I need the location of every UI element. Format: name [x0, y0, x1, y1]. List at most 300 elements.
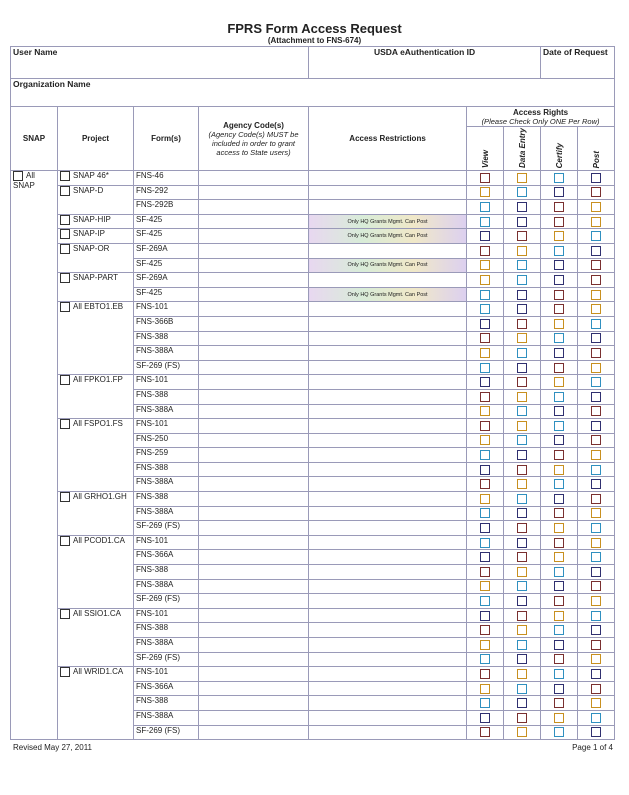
certify-checkbox[interactable] — [554, 567, 564, 577]
agency-code-input[interactable] — [199, 404, 309, 419]
view-checkbox[interactable] — [480, 435, 490, 445]
agency-code-input[interactable] — [199, 477, 309, 492]
certify-checkbox[interactable] — [554, 231, 564, 241]
post-cell — [578, 419, 615, 434]
certify-checkbox[interactable] — [554, 552, 564, 562]
data-entry-checkbox[interactable] — [517, 713, 527, 723]
access-restriction-empty — [309, 273, 467, 288]
access-restriction-empty — [309, 608, 467, 623]
post-checkbox[interactable] — [591, 538, 601, 548]
data-entry-cell — [504, 681, 541, 696]
form-name: FNS-388 — [134, 331, 199, 346]
agency-code-input[interactable] — [199, 696, 309, 711]
access-restriction-empty — [309, 725, 467, 740]
certify-checkbox[interactable] — [554, 625, 564, 635]
post-checkbox[interactable] — [591, 552, 601, 562]
certify-checkbox[interactable] — [554, 392, 564, 402]
post-checkbox[interactable] — [591, 654, 601, 664]
agency-code-input[interactable] — [199, 171, 309, 186]
post-checkbox[interactable] — [591, 304, 601, 314]
data-entry-cell — [504, 185, 541, 200]
view-checkbox[interactable] — [480, 202, 490, 212]
agency-code-input[interactable] — [199, 725, 309, 740]
certify-checkbox[interactable] — [554, 363, 564, 373]
certify-checkbox[interactable] — [554, 421, 564, 431]
post-checkbox[interactable] — [591, 465, 601, 475]
view-checkbox[interactable] — [480, 640, 490, 650]
data-entry-checkbox[interactable] — [517, 640, 527, 650]
post-checkbox[interactable] — [591, 275, 601, 285]
project-checkbox[interactable] — [60, 419, 70, 429]
view-checkbox[interactable] — [480, 348, 490, 358]
post-checkbox[interactable] — [591, 319, 601, 329]
view-checkbox[interactable] — [480, 596, 490, 606]
view-checkbox[interactable] — [480, 698, 490, 708]
data-entry-checkbox[interactable] — [517, 567, 527, 577]
certify-checkbox[interactable] — [554, 713, 564, 723]
view-checkbox[interactable] — [480, 275, 490, 285]
certify-checkbox[interactable] — [554, 611, 564, 621]
project-checkbox[interactable] — [60, 229, 70, 239]
data-entry-checkbox[interactable] — [517, 217, 527, 227]
data-entry-checkbox[interactable] — [517, 187, 527, 197]
access-restriction-empty — [309, 477, 467, 492]
data-entry-checkbox[interactable] — [517, 348, 527, 358]
post-checkbox[interactable] — [591, 348, 601, 358]
data-entry-checkbox[interactable] — [517, 421, 527, 431]
data-entry-cell — [504, 433, 541, 448]
certify-checkbox[interactable] — [554, 348, 564, 358]
post-checkbox[interactable] — [591, 202, 601, 212]
data-entry-checkbox[interactable] — [517, 392, 527, 402]
form-name: FNS-388A — [134, 346, 199, 361]
view-checkbox[interactable] — [480, 684, 490, 694]
agency-code-input[interactable] — [199, 681, 309, 696]
access-restriction-empty — [309, 185, 467, 200]
post-checkbox[interactable] — [591, 640, 601, 650]
agency-code-input[interactable] — [199, 419, 309, 434]
access-restriction-empty — [309, 535, 467, 550]
post-cell — [578, 492, 615, 507]
view-checkbox[interactable] — [480, 231, 490, 241]
org-name-field[interactable] — [11, 79, 615, 107]
post-checkbox[interactable] — [591, 421, 601, 431]
table-row — [11, 419, 615, 434]
view-checkbox[interactable] — [480, 260, 490, 270]
data-entry-checkbox[interactable] — [517, 508, 527, 518]
post-checkbox[interactable] — [591, 333, 601, 343]
data-entry-checkbox[interactable] — [517, 654, 527, 664]
data-entry-checkbox[interactable] — [517, 275, 527, 285]
post-cell — [578, 667, 615, 682]
view-cell — [467, 346, 504, 361]
post-cell — [578, 316, 615, 331]
form-name: FNS-259 — [134, 448, 199, 463]
project-name: SNAP-OR — [73, 244, 110, 254]
data-entry-checkbox[interactable] — [517, 290, 527, 300]
data-entry-checkbox[interactable] — [517, 319, 527, 329]
certify-checkbox[interactable] — [554, 684, 564, 694]
agency-code-input[interactable] — [199, 638, 309, 653]
agency-code-input[interactable] — [199, 521, 309, 536]
view-checkbox[interactable] — [480, 611, 490, 621]
post-checkbox[interactable] — [591, 406, 601, 416]
agency-code-input[interactable] — [199, 608, 309, 623]
post-cell — [578, 579, 615, 594]
view-checkbox[interactable] — [480, 392, 490, 402]
agency-code-input[interactable] — [199, 667, 309, 682]
post-checkbox[interactable] — [591, 392, 601, 402]
project-checkbox[interactable] — [60, 667, 70, 677]
view-checkbox[interactable] — [480, 465, 490, 475]
post-checkbox[interactable] — [591, 377, 601, 387]
certify-cell — [541, 521, 578, 536]
data-entry-checkbox[interactable] — [517, 260, 527, 270]
post-checkbox[interactable] — [591, 567, 601, 577]
agency-code-input[interactable] — [199, 258, 309, 273]
agency-code-input[interactable] — [199, 200, 309, 215]
agency-code-input[interactable] — [199, 594, 309, 609]
view-cell — [467, 462, 504, 477]
post-cell — [578, 608, 615, 623]
data-entry-checkbox[interactable] — [517, 377, 527, 387]
access-restriction-empty — [309, 302, 467, 317]
agency-code-input[interactable] — [199, 433, 309, 448]
all-snap-checkbox[interactable] — [13, 171, 23, 181]
view-checkbox[interactable] — [480, 654, 490, 664]
project-checkbox[interactable] — [60, 215, 70, 225]
view-cell — [467, 521, 504, 536]
data-entry-checkbox[interactable] — [517, 333, 527, 343]
view-cell — [467, 243, 504, 258]
view-checkbox[interactable] — [480, 727, 490, 737]
data-entry-checkbox[interactable] — [517, 406, 527, 416]
post-checkbox[interactable] — [591, 611, 601, 621]
view-checkbox[interactable] — [480, 246, 490, 256]
certify-checkbox[interactable] — [554, 640, 564, 650]
agency-code-input[interactable] — [199, 506, 309, 521]
post-cell — [578, 681, 615, 696]
post-cell — [578, 302, 615, 317]
view-cell — [467, 710, 504, 725]
project-checkbox[interactable] — [60, 186, 70, 196]
post-cell — [578, 273, 615, 288]
view-cell — [467, 506, 504, 521]
post-checkbox[interactable] — [591, 246, 601, 256]
header-snap: SNAP — [11, 107, 58, 171]
view-checkbox[interactable] — [480, 187, 490, 197]
post-cell — [578, 535, 615, 550]
agency-code-input[interactable] — [199, 462, 309, 477]
certify-checkbox[interactable] — [554, 290, 564, 300]
certify-cell — [541, 375, 578, 390]
project-checkbox[interactable] — [60, 609, 70, 619]
agency-label: Agency Code(s) — [223, 120, 284, 130]
post-checkbox[interactable] — [591, 625, 601, 635]
view-checkbox[interactable] — [480, 581, 490, 591]
data-entry-checkbox[interactable] — [517, 538, 527, 548]
view-checkbox[interactable] — [480, 552, 490, 562]
view-checkbox[interactable] — [480, 217, 490, 227]
agency-code-input[interactable] — [199, 185, 309, 200]
data-entry-checkbox[interactable] — [517, 611, 527, 621]
form-name: SF-425 — [134, 214, 199, 229]
view-cell — [467, 287, 504, 302]
view-cell — [467, 302, 504, 317]
certify-checkbox[interactable] — [554, 698, 564, 708]
certify-cell — [541, 214, 578, 229]
project-checkbox[interactable] — [60, 244, 70, 254]
view-checkbox[interactable] — [480, 567, 490, 577]
agency-code-input[interactable] — [199, 316, 309, 331]
view-cell — [467, 214, 504, 229]
post-checkbox[interactable] — [591, 713, 601, 723]
agency-code-input[interactable] — [199, 287, 309, 302]
view-checkbox[interactable] — [480, 450, 490, 460]
certify-checkbox[interactable] — [554, 669, 564, 679]
post-checkbox[interactable] — [591, 450, 601, 460]
certify-checkbox[interactable] — [554, 523, 564, 533]
certify-checkbox[interactable] — [554, 406, 564, 416]
post-checkbox[interactable] — [591, 596, 601, 606]
data-entry-checkbox[interactable] — [517, 202, 527, 212]
agency-code-input[interactable] — [199, 623, 309, 638]
view-checkbox[interactable] — [480, 713, 490, 723]
post-checkbox[interactable] — [591, 260, 601, 270]
form-name: FNS-46 — [134, 171, 199, 186]
agency-code-input[interactable] — [199, 229, 309, 244]
view-checkbox[interactable] — [480, 669, 490, 679]
project-checkbox[interactable] — [60, 536, 70, 546]
view-checkbox[interactable] — [480, 377, 490, 387]
data-entry-cell — [504, 346, 541, 361]
certify-cell — [541, 550, 578, 565]
certify-checkbox[interactable] — [554, 538, 564, 548]
certify-checkbox[interactable] — [554, 435, 564, 445]
post-cell — [578, 331, 615, 346]
project-checkbox[interactable] — [60, 492, 70, 502]
project-checkbox[interactable] — [60, 302, 70, 312]
project-checkbox[interactable] — [60, 171, 70, 181]
data-entry-cell — [504, 331, 541, 346]
view-checkbox[interactable] — [480, 304, 490, 314]
header-certify: Certify — [541, 127, 578, 171]
certify-cell — [541, 608, 578, 623]
certify-checkbox[interactable] — [554, 377, 564, 387]
agency-code-input[interactable] — [199, 273, 309, 288]
table-row — [11, 243, 615, 258]
view-checkbox[interactable] — [480, 406, 490, 416]
agency-code-input[interactable] — [199, 346, 309, 361]
form-name: SF-269A — [134, 243, 199, 258]
post-checkbox[interactable] — [591, 173, 601, 183]
data-entry-checkbox[interactable] — [517, 669, 527, 679]
data-entry-checkbox[interactable] — [517, 684, 527, 694]
date-field[interactable] — [541, 47, 615, 79]
view-checkbox[interactable] — [480, 319, 490, 329]
certify-checkbox[interactable] — [554, 465, 564, 475]
view-checkbox[interactable] — [480, 333, 490, 343]
access-restriction: Only HQ Grants Mgmt. Can Post — [309, 258, 467, 273]
post-cell — [578, 404, 615, 419]
view-checkbox[interactable] — [480, 523, 490, 533]
access-restriction-empty — [309, 638, 467, 653]
agency-code-input[interactable] — [199, 243, 309, 258]
post-checkbox[interactable] — [591, 479, 601, 489]
project-checkbox[interactable] — [60, 273, 70, 283]
view-cell — [467, 623, 504, 638]
post-checkbox[interactable] — [591, 435, 601, 445]
data-entry-cell — [504, 462, 541, 477]
data-entry-checkbox[interactable] — [517, 465, 527, 475]
form-name: FNS-101 — [134, 608, 199, 623]
post-checkbox[interactable] — [591, 684, 601, 694]
certify-checkbox[interactable] — [554, 246, 564, 256]
access-restriction-empty — [309, 419, 467, 434]
certify-checkbox[interactable] — [554, 217, 564, 227]
header-post: Post — [578, 127, 615, 171]
data-entry-checkbox[interactable] — [517, 246, 527, 256]
data-entry-checkbox[interactable] — [517, 552, 527, 562]
view-checkbox[interactable] — [480, 173, 490, 183]
access-restriction-empty — [309, 375, 467, 390]
post-checkbox[interactable] — [591, 494, 601, 504]
post-checkbox[interactable] — [591, 523, 601, 533]
view-checkbox[interactable] — [480, 479, 490, 489]
data-entry-cell — [504, 725, 541, 740]
data-entry-checkbox[interactable] — [517, 596, 527, 606]
agency-code-input[interactable] — [199, 579, 309, 594]
agency-code-input[interactable] — [199, 652, 309, 667]
view-checkbox[interactable] — [480, 494, 490, 504]
view-checkbox[interactable] — [480, 363, 490, 373]
table-row — [11, 667, 615, 682]
view-checkbox[interactable] — [480, 625, 490, 635]
agency-code-input[interactable] — [199, 214, 309, 229]
data-entry-checkbox[interactable] — [517, 523, 527, 533]
view-checkbox[interactable] — [480, 290, 490, 300]
data-entry-checkbox[interactable] — [517, 304, 527, 314]
certify-checkbox[interactable] — [554, 260, 564, 270]
data-entry-cell — [504, 477, 541, 492]
view-checkbox[interactable] — [480, 508, 490, 518]
post-cell — [578, 258, 615, 273]
certify-cell — [541, 725, 578, 740]
post-checkbox[interactable] — [591, 508, 601, 518]
certify-checkbox[interactable] — [554, 202, 564, 212]
data-entry-checkbox[interactable] — [517, 625, 527, 635]
agency-code-input[interactable] — [199, 302, 309, 317]
post-checkbox[interactable] — [591, 231, 601, 241]
header-view: View — [467, 127, 504, 171]
certify-checkbox[interactable] — [554, 333, 564, 343]
post-cell — [578, 565, 615, 580]
data-entry-checkbox[interactable] — [517, 479, 527, 489]
view-checkbox[interactable] — [480, 421, 490, 431]
data-entry-checkbox[interactable] — [517, 231, 527, 241]
certify-checkbox[interactable] — [554, 508, 564, 518]
certify-cell — [541, 171, 578, 186]
post-cell — [578, 214, 615, 229]
post-checkbox[interactable] — [591, 727, 601, 737]
access-restriction-empty — [309, 331, 467, 346]
certify-cell — [541, 360, 578, 375]
post-checkbox[interactable] — [591, 669, 601, 679]
post-checkbox[interactable] — [591, 698, 601, 708]
agency-code-input[interactable] — [199, 710, 309, 725]
agency-code-input[interactable] — [199, 375, 309, 390]
post-checkbox[interactable] — [591, 290, 601, 300]
post-checkbox[interactable] — [591, 581, 601, 591]
certify-checkbox[interactable] — [554, 596, 564, 606]
certify-checkbox[interactable] — [554, 581, 564, 591]
data-entry-checkbox[interactable] — [517, 698, 527, 708]
post-checkbox[interactable] — [591, 363, 601, 373]
agency-code-input[interactable] — [199, 331, 309, 346]
agency-code-input[interactable] — [199, 448, 309, 463]
view-cell — [467, 258, 504, 273]
project-cell — [58, 375, 134, 419]
certify-cell — [541, 419, 578, 434]
certify-cell — [541, 433, 578, 448]
post-cell — [578, 185, 615, 200]
post-checkbox[interactable] — [591, 217, 601, 227]
certify-checkbox[interactable] — [554, 304, 564, 314]
post-cell — [578, 346, 615, 361]
post-cell — [578, 433, 615, 448]
table-row — [11, 229, 615, 244]
form-name: SF-269 (FS) — [134, 521, 199, 536]
agency-code-input[interactable] — [199, 492, 309, 507]
user-name-field[interactable] — [11, 47, 309, 79]
agency-code-input[interactable] — [199, 535, 309, 550]
project-checkbox[interactable] — [60, 375, 70, 385]
data-entry-checkbox[interactable] — [517, 494, 527, 504]
agency-code-input[interactable] — [199, 389, 309, 404]
certify-checkbox[interactable] — [554, 319, 564, 329]
data-entry-checkbox[interactable] — [517, 435, 527, 445]
certify-cell — [541, 389, 578, 404]
post-cell — [578, 710, 615, 725]
header-access-rights — [467, 107, 615, 127]
certify-checkbox[interactable] — [554, 187, 564, 197]
data-entry-checkbox[interactable] — [517, 450, 527, 460]
eauth-id-field[interactable] — [309, 47, 541, 79]
agency-code-input[interactable] — [199, 550, 309, 565]
data-entry-checkbox[interactable] — [517, 727, 527, 737]
form-name: SF-425 — [134, 287, 199, 302]
agency-code-input[interactable] — [199, 565, 309, 580]
view-checkbox[interactable] — [480, 538, 490, 548]
certify-checkbox[interactable] — [554, 727, 564, 737]
data-entry-checkbox[interactable] — [517, 363, 527, 373]
certify-cell — [541, 638, 578, 653]
table-row — [11, 375, 615, 390]
certify-checkbox[interactable] — [554, 450, 564, 460]
data-entry-checkbox[interactable] — [517, 581, 527, 591]
agency-code-input[interactable] — [199, 360, 309, 375]
data-entry-checkbox[interactable] — [517, 173, 527, 183]
table-row — [11, 171, 615, 186]
certify-checkbox[interactable] — [554, 479, 564, 489]
certify-checkbox[interactable] — [554, 654, 564, 664]
certify-checkbox[interactable] — [554, 275, 564, 285]
data-entry-cell — [504, 258, 541, 273]
post-checkbox[interactable] — [591, 187, 601, 197]
form-name: FNS-388 — [134, 623, 199, 638]
certify-checkbox[interactable] — [554, 494, 564, 504]
certify-checkbox[interactable] — [554, 173, 564, 183]
